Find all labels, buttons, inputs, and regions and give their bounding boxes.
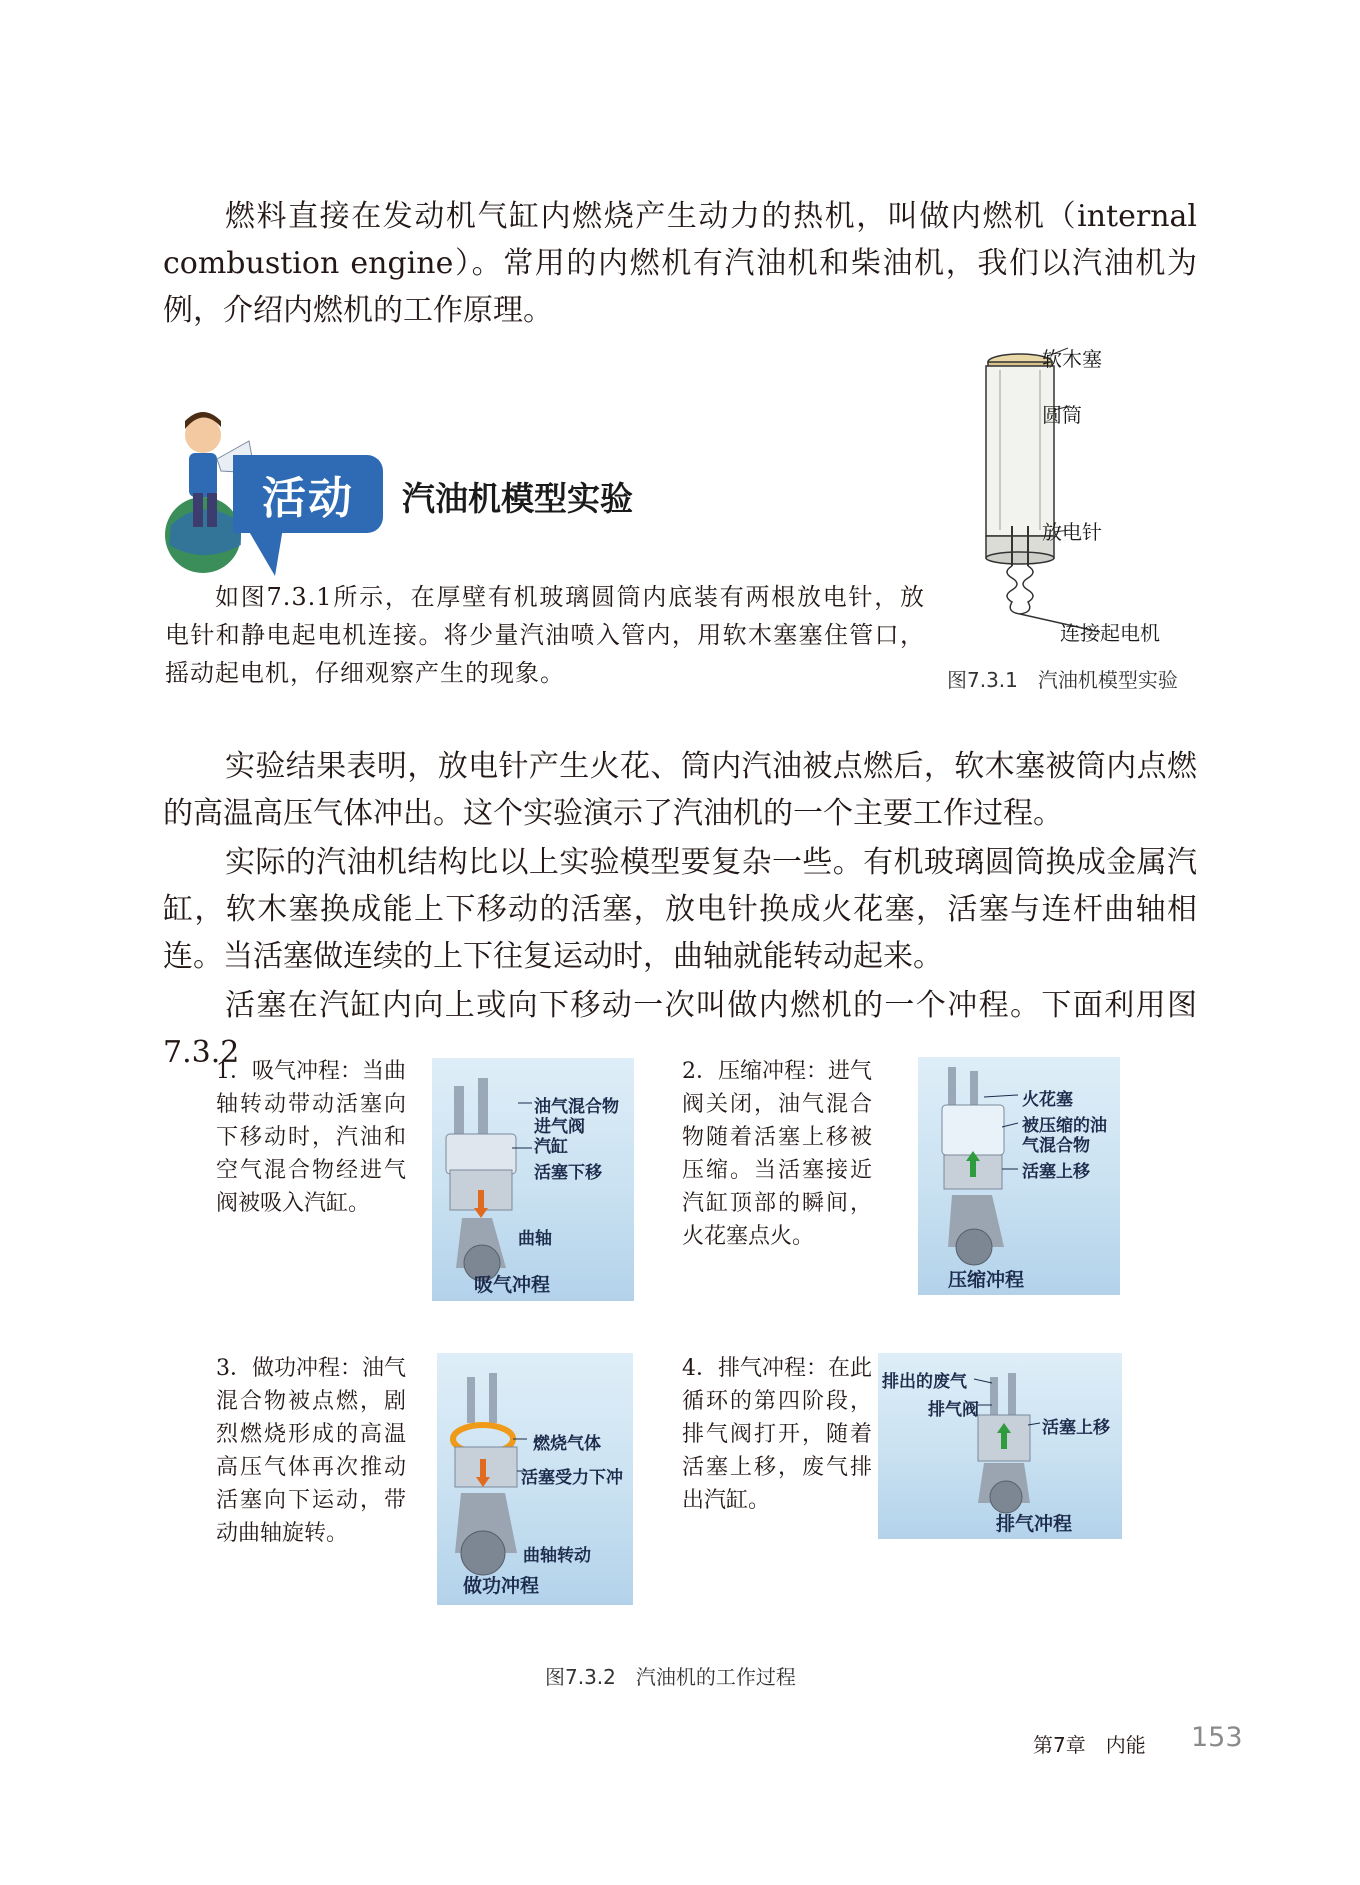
tag-piston-down: 活塞下移: [534, 1163, 602, 1183]
activity-text: 如图7.3.1所示，在厚壁有机玻璃圆筒内底装有两根放电针，放电针和静电起电机连接。将少量汽油喷入管内，用软木塞塞住管口，摇动起电机，仔细观察产生的现象。: [165, 583, 925, 687]
intake-stroke-image: [432, 1058, 634, 1301]
tag-spark-plug: 火花塞: [1022, 1090, 1073, 1110]
tag-exhaust-gas: 排出的废气: [882, 1372, 967, 1392]
tag-crankshaft: 曲轴: [518, 1229, 552, 1249]
caption-exhaust: 排气冲程: [996, 1513, 1073, 1535]
tag-piston-up-exhaust: 活塞上移: [1042, 1418, 1110, 1438]
figure-731-caption: 图7.3.1 汽油机模型实验: [947, 668, 1178, 692]
tag-piston-forced-down: 活塞受力下冲: [521, 1468, 623, 1488]
tag-cylinder: 汽缸: [534, 1137, 568, 1157]
label-cork: 软木塞: [1042, 347, 1102, 371]
stroke-intro-paragraph: 活塞在汽缸内向上或向下移动一次叫做内燃机的一个冲程。下面利用图7.3.2: [163, 988, 1197, 1070]
stroke-1-text: 1．吸气冲程：当曲轴转动带动活塞向下移动时，汽油和空气混合物经进气阀被吸入汽缸。: [216, 1059, 406, 1216]
caption-power: 做功冲程: [463, 1575, 540, 1597]
stroke-3-text: 3．做功冲程：油气混合物被点燃，剧烈燃烧形成的高温高压气体再次推动活塞向下运动，带动曲轴旋转。: [216, 1356, 406, 1546]
tube-experiment-diagram: [960, 340, 1220, 650]
power-stroke-image: [437, 1353, 633, 1605]
tag-compressed-mix-2: 气混合物: [1022, 1136, 1090, 1156]
label-needle: 放电针: [1042, 520, 1102, 544]
label-generator: 连接起电机: [1060, 621, 1160, 645]
compression-stroke-image: [918, 1057, 1120, 1295]
speech-bubble-pointer: [245, 528, 285, 578]
label-cylinder: 圆筒: [1042, 403, 1082, 427]
activity-label: 活动: [262, 473, 354, 524]
result-paragraph: 实验结果表明，放电针产生火花、筒内汽油被点燃后，软木塞被筒内点燃的高温高压气体冲出。这个实验演示了汽油机的一个主要工作过程。: [163, 749, 1197, 831]
caption-intake: 吸气冲程: [474, 1274, 551, 1296]
caption-compression: 压缩冲程: [948, 1269, 1025, 1291]
exhaust-stroke-image: [878, 1353, 1122, 1539]
tag-fuel-air-mix: 油气混合物: [534, 1097, 619, 1117]
tag-crankshaft-rotate: 曲轴转动: [523, 1546, 591, 1566]
tag-burning-gas: 燃烧气体: [533, 1434, 601, 1454]
activity-title: 汽油机模型实验: [402, 479, 633, 518]
stroke-4-text: 4．排气冲程：在此循环的第四阶段，排气阀打开，随着活塞上移，废气排出汽缸。: [682, 1356, 872, 1513]
intro-paragraph: 燃料直接在发动机气缸内燃烧产生动力的热机，叫做内燃机（internal combustion engine）。常用的内燃机有汽油机和柴油机，我们以汽油机为例，介绍内燃机的工作原理。: [163, 199, 1197, 328]
stroke-2-text: 2．压缩冲程：进气阀关闭，油气混合物随着活塞上移被压缩。当活塞接近汽缸顶部的瞬间，火花塞点火。: [682, 1059, 872, 1249]
engine-structure-paragraph: 实际的汽油机结构比以上实验模型要复杂一些。有机玻璃圆筒换成金属汽缸，软木塞换成能上下移动的活塞，放电针换成火花塞，活塞与连杆曲轴相连。当活塞做连续的上下往复运动时，曲轴就能转动起来。: [163, 845, 1197, 974]
tag-piston-up: 活塞上移: [1022, 1162, 1090, 1182]
tag-compressed-mix-1: 被压缩的油: [1022, 1116, 1107, 1136]
page-number: 153: [1191, 1722, 1243, 1753]
footer-chapter: 第7章 内能: [1033, 1733, 1146, 1757]
figure-732-caption: 图7.3.2 汽油机的工作过程: [545, 1665, 796, 1689]
tag-intake-valve: 进气阀: [534, 1117, 585, 1137]
tag-exhaust-valve: 排气阀: [928, 1400, 979, 1420]
